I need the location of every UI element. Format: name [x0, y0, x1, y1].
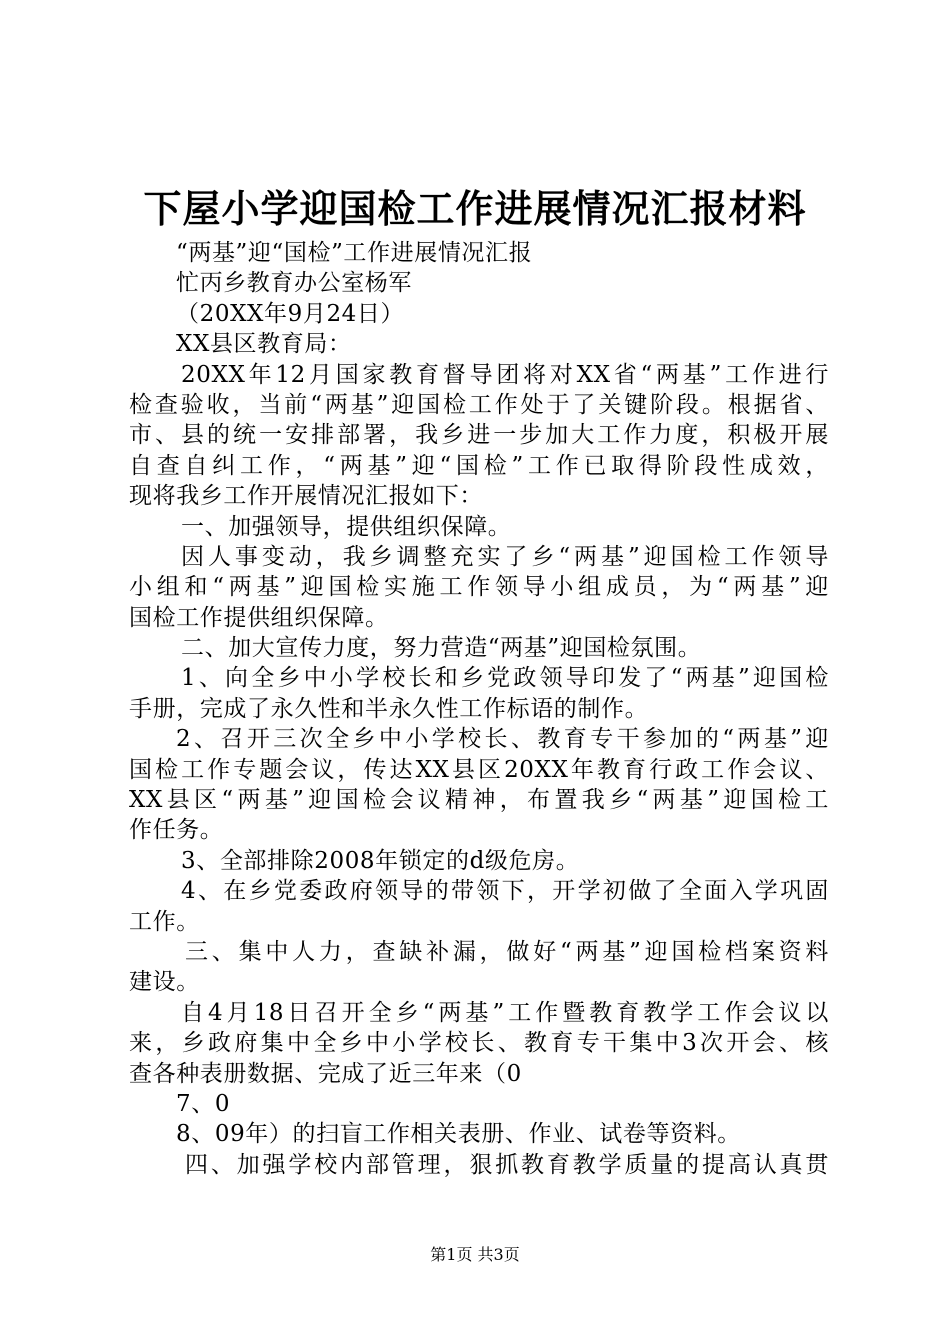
document-body [129, 238, 829, 1180]
paragraph-line: 三、集中人力，查缺补漏，做好“两基”迎国检档案资料 [185, 938, 829, 965]
paragraph-line: 3、全部排除2008年锁定的d级危房。 [181, 847, 580, 874]
paragraph-line: 忙丙乡教育办公室杨军 [176, 270, 412, 297]
paragraph-line: 工作。 [129, 908, 200, 935]
paragraph-line: 国检工作专题会议，传达XX县区20XX年教育行政工作会议、 [129, 756, 829, 783]
paragraph-line: XX县区“两基”迎国检会议精神，布置我乡“两基”迎国检工 [129, 787, 829, 814]
paragraph-line: 来，乡政府集中全乡中小学校长、教育专干集中3次开会、核 [129, 1030, 829, 1057]
paragraph-line: 四、加强学校内部管理，狠抓教育教学质量的提高认真贯 [185, 1151, 829, 1178]
document-title: 下屋小学迎国检工作进展情况汇报材料 [143, 186, 807, 231]
paragraph-line: （20XX年9月24日） [176, 300, 405, 327]
paragraph-line: 20XX年12月国家教育督导团将对XX省“两基”工作进行 [181, 361, 829, 388]
paragraph-line: 8、09年）的扫盲工作相关表册、作业、试卷等资料。 [176, 1121, 741, 1148]
paragraph-line: 7、0 [176, 1090, 231, 1117]
paragraph-line: 查各种表册数据、完成了近三年来（0 [129, 1060, 522, 1087]
paragraph-line: 现将我乡工作开展情况汇报如下： [129, 483, 483, 510]
page-footer: 第1页 共3页 [430, 1245, 520, 1264]
paragraph-line: “两基”迎“国检”工作进展情况汇报 [176, 240, 533, 266]
paragraph-line: 1、向全乡中小学校长和乡党政领导印发了“两基”迎国检 [181, 665, 829, 692]
paragraph-line: 作任务。 [129, 817, 224, 844]
paragraph-line: 小组和“两基”迎国检实施工作领导小组成员，为“两基”迎 [129, 574, 829, 601]
paragraph-line: 4、在乡党委政府领导的带领下，开学初做了全面入学巩固 [181, 878, 829, 905]
paragraph-line: 手册，完成了永久性和半永久性工作标语的制作。 [129, 695, 649, 722]
paragraph-line: 二、加大宣传力度，努力营造“两基”迎国检氛围。 [181, 635, 702, 662]
paragraph-line: 市、县的统一安排部署，我乡进一步加大工作力度，积极开展 [129, 422, 829, 449]
paragraph-line: 国检工作提供组织保障。 [129, 604, 389, 631]
paragraph-line: XX县区教育局： [176, 331, 352, 358]
paragraph-line: 自查自纠工作，“两基”迎“国检”工作已取得阶段性成效， [129, 452, 829, 479]
paragraph-line: 一、加强领导，提供组织保障。 [181, 513, 512, 540]
paragraph-line: 因人事变动，我乡调整充实了乡“两基”迎国检工作领导 [181, 543, 829, 570]
paragraph-line: 检查验收，当前“两基”迎国检工作处于了关键阶段。根据省、 [129, 391, 829, 418]
paragraph-line: 2、召开三次全乡中小学校长、教育专干参加的“两基”迎 [176, 726, 829, 753]
paragraph-line: 自4月18日召开全乡“两基”工作暨教育教学工作会议以 [181, 999, 829, 1026]
paragraph-line: 建设。 [129, 969, 200, 996]
